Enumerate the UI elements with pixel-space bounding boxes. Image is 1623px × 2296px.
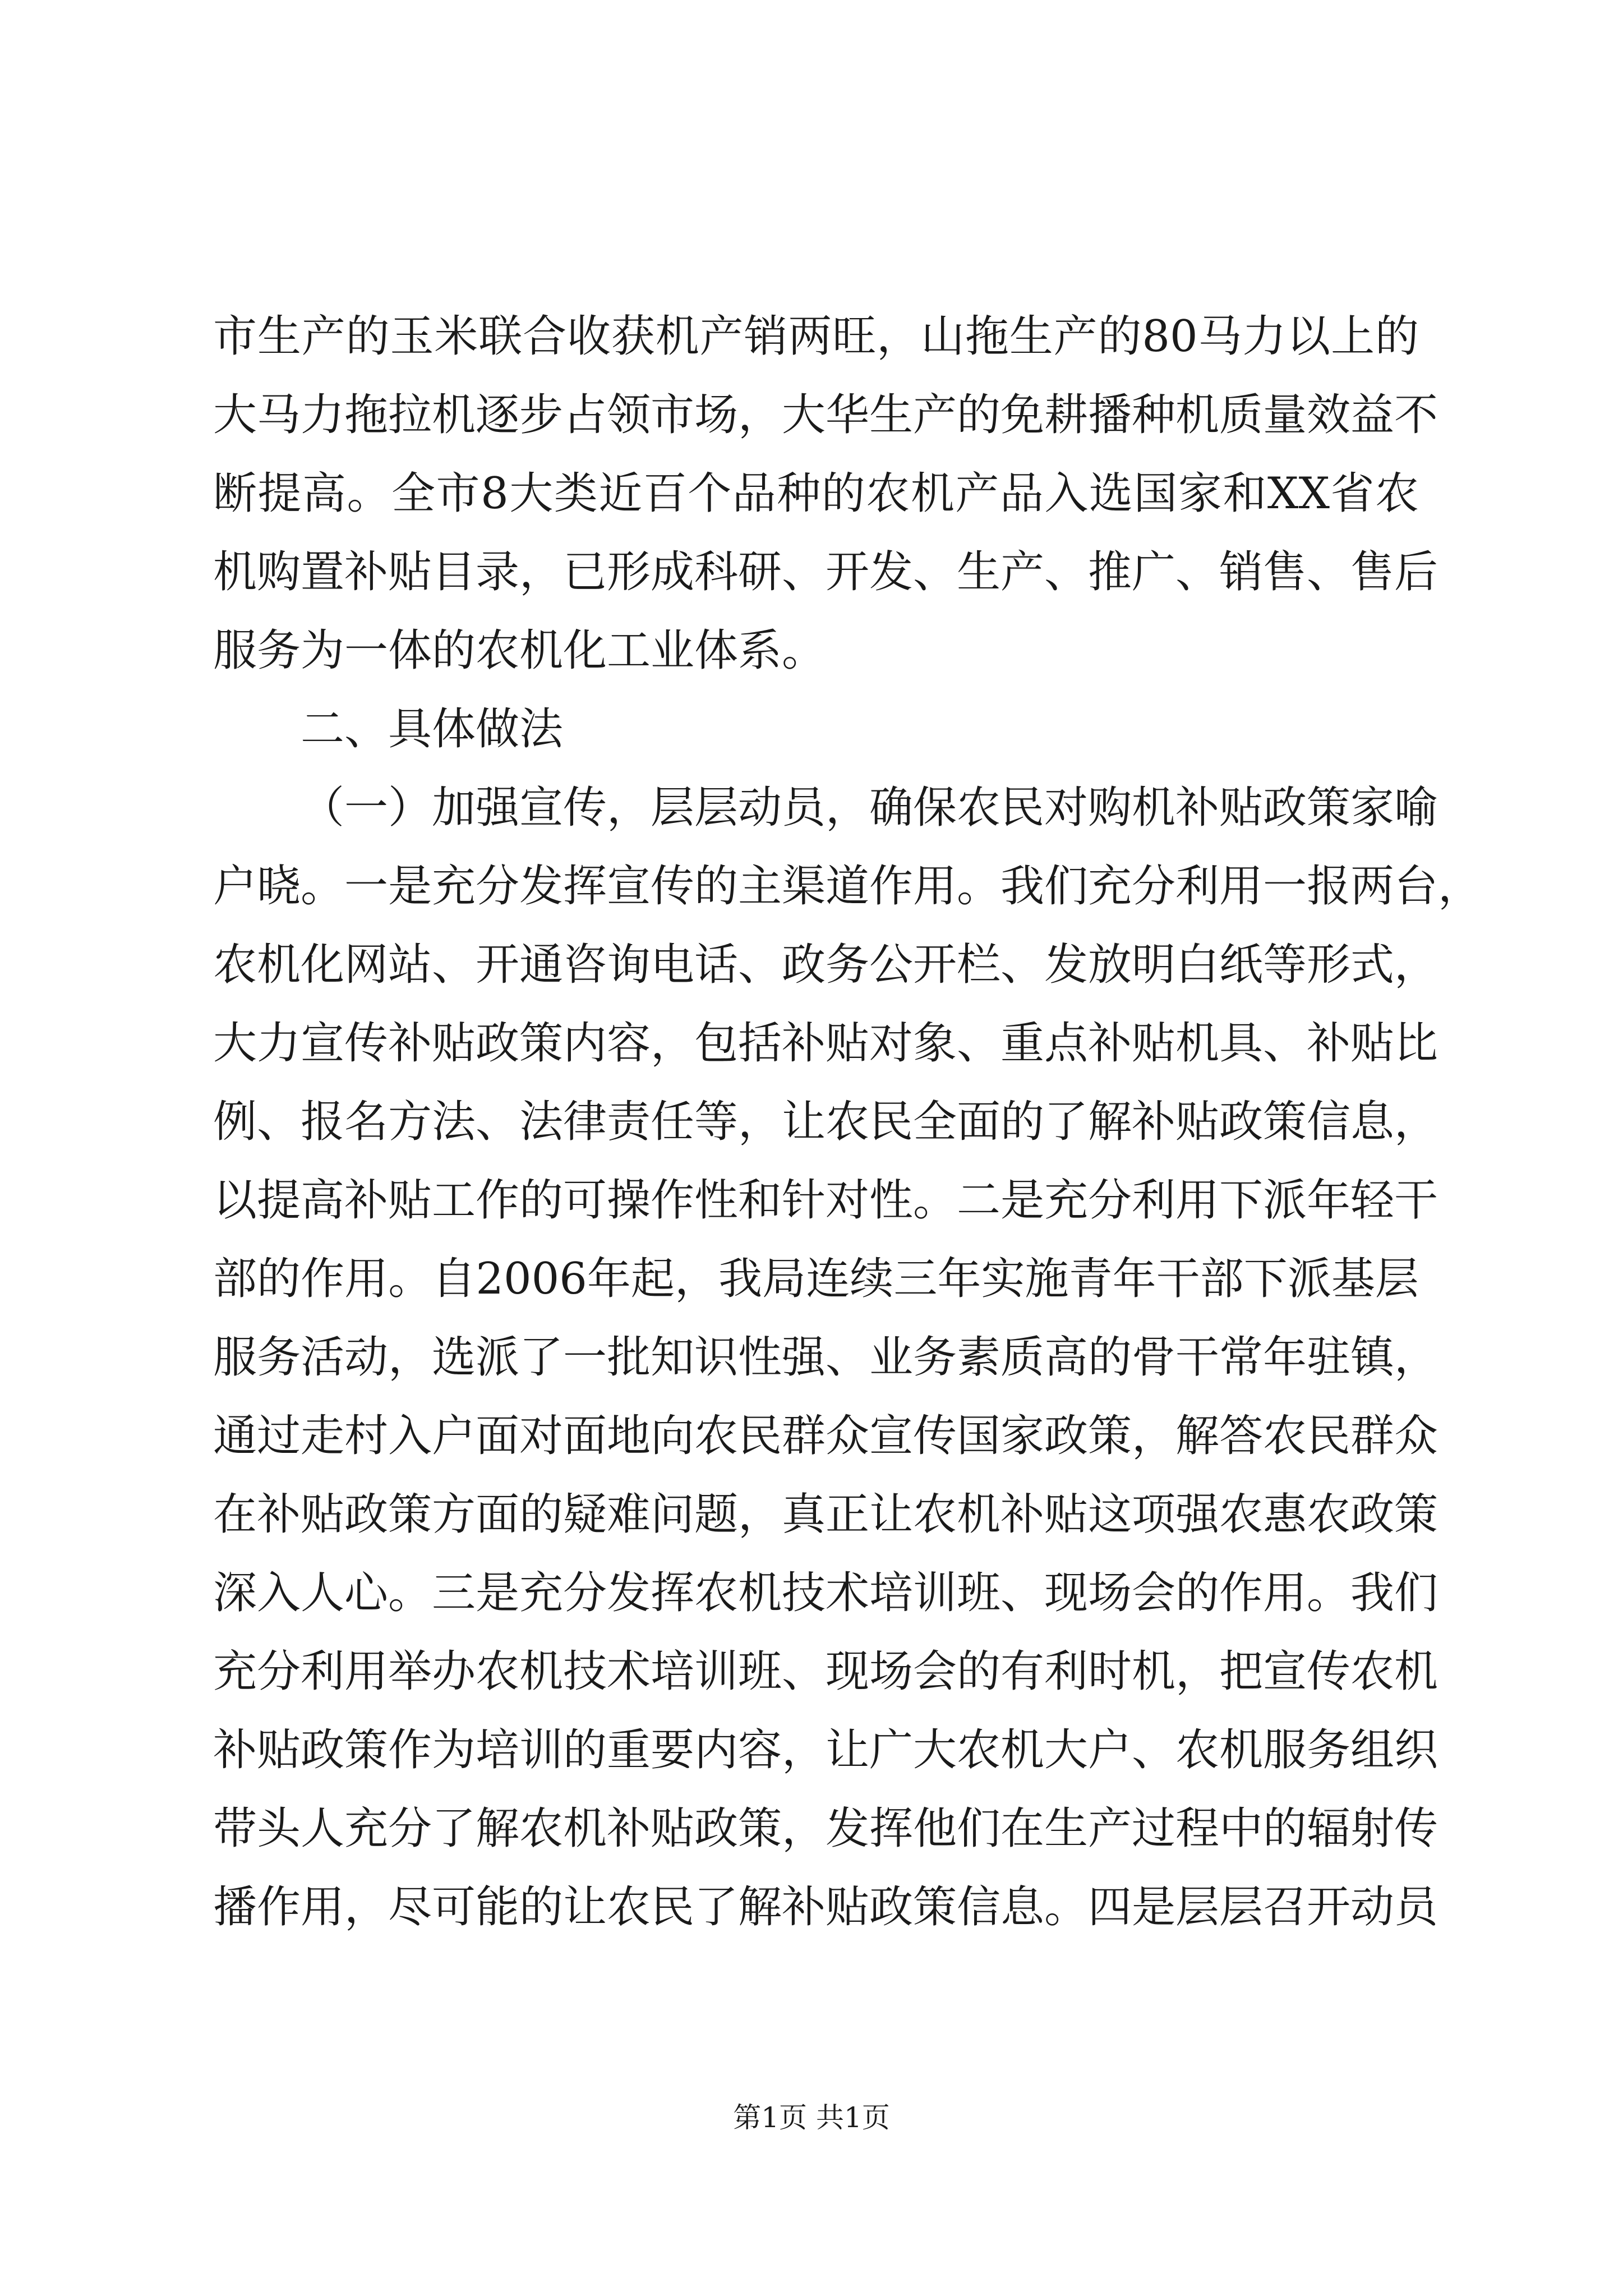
text-line: 充分利用举办农机技术培训班、现场会的有利时机，把宣传农机 — [213, 1646, 1438, 1697]
text-line: （一）加强宣传，层层动员，确保农民对购机补贴政策家喻 — [301, 783, 1438, 833]
section-heading: 二、具体做法 — [301, 704, 564, 754]
text-line: 服务活动，选派了一批知识性强、业务素质高的骨干常年驻镇， — [213, 1332, 1438, 1383]
text-line: 大力宣传补贴政策内容，包括补贴对象、重点补贴机具、补贴比 — [213, 1018, 1438, 1069]
text-line: 播作用，尽可能的让农民了解补贴政策信息。四是层层召开动员 — [213, 1882, 1438, 1932]
body-text — [213, 297, 1482, 1947]
text-line: 大马力拖拉机逐步占领市场，大华生产的免耕播种机质量效益不 — [213, 390, 1438, 440]
text-line: 部的作用。自2006年起，我局连续三年实施青年干部下派基层 — [213, 1254, 1419, 1304]
text-line: 通过走村入户面对面地向农民群众宣传国家政策，解答农民群众 — [213, 1411, 1438, 1461]
text-line: 农机化网站、开通咨询电话、政务公开栏、发放明白纸等形式， — [213, 940, 1438, 990]
text-line: 在补贴政策方面的疑难问题，真正让农机补贴这项强农惠农政策 — [213, 1489, 1438, 1540]
text-line: 户晓。一是充分发挥宣传的主渠道作用。我们充分利用一报两台， — [213, 861, 1482, 912]
text-line: 服务为一体的农机化工业体系。 — [213, 625, 826, 676]
text-line: 补贴政策作为培训的重要内容，让广大农机大户、农机服务组织 — [213, 1725, 1438, 1775]
text-line: 机购置补贴目录，已形成科研、开发、生产、推广、销售、售后 — [213, 547, 1438, 597]
text-line: 深入人心。三是充分发挥农机技术培训班、现场会的作用。我们 — [213, 1568, 1438, 1618]
page-footer: 第1页 共1页 — [733, 2101, 890, 2134]
text-line: 断提高。全市8大类近百个品种的农机产品入选国家和XX省农 — [213, 468, 1419, 519]
text-line: 市生产的玉米联合收获机产销两旺，山拖生产的80马力以上的 — [213, 311, 1419, 362]
text-line: 带头人充分了解农机补贴政策，发挥他们在生产过程中的辐射传 — [213, 1803, 1438, 1854]
text-line: 例、报名方法、法律责任等，让农民全面的了解补贴政策信息， — [213, 1097, 1438, 1147]
text-line: 以提高补贴工作的可操作性和针对性。二是充分利用下派年轻干 — [213, 1175, 1438, 1226]
